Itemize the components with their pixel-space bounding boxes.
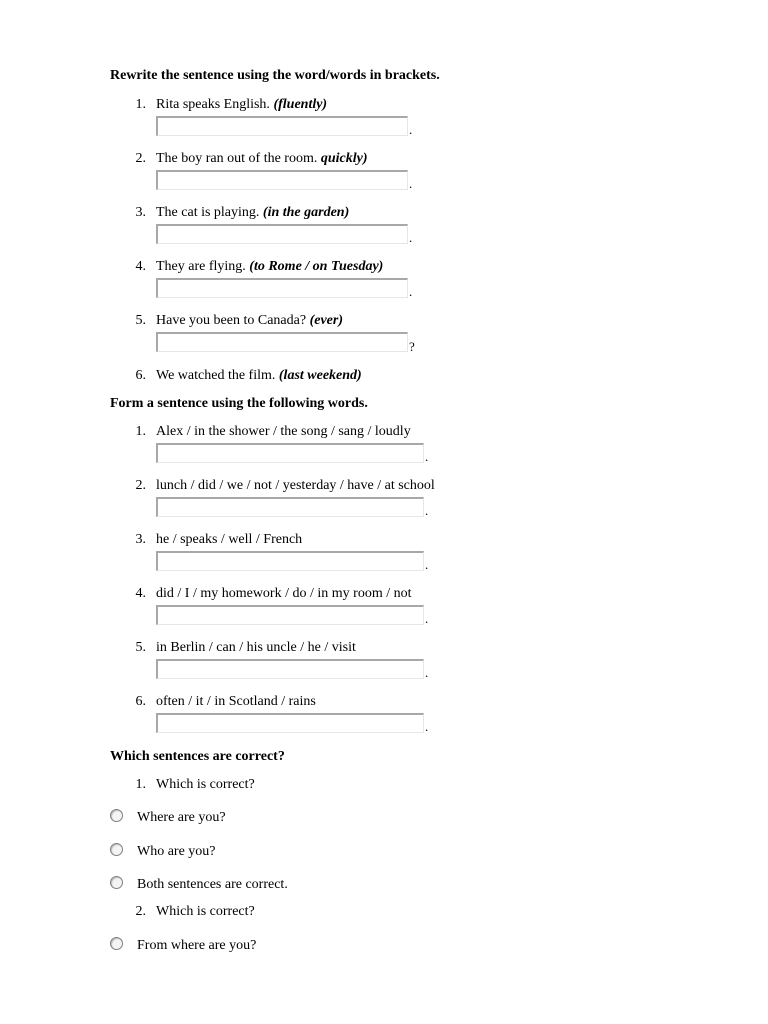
prompt-text: The cat is playing.: [156, 205, 260, 220]
word-order-prompt-2: lunch / did / we / not / yesterday / have / at school: [156, 478, 435, 493]
radio-option-where-are-you[interactable]: [110, 809, 123, 822]
end-punctuation: .: [409, 230, 413, 245]
end-punctuation: .: [425, 611, 429, 626]
form-answer-3[interactable]: [156, 551, 424, 571]
rewrite-prompt-5: [156, 313, 343, 329]
rewrite-answer-2[interactable]: [156, 170, 408, 190]
radio-option-from-where-are-you[interactable]: [110, 937, 123, 950]
question-number: 2.: [135, 904, 146, 919]
item-number: 4.: [135, 586, 146, 601]
radio-label: Who are you?: [137, 844, 216, 859]
question-prompt-2: Which is correct?: [156, 904, 255, 919]
rewrite-answer-5[interactable]: [156, 332, 408, 352]
rewrite-prompt-4: [156, 259, 383, 275]
item-number: 5.: [135, 640, 146, 655]
bracket-hint: (to Rome / on Tuesday): [249, 259, 384, 274]
item-number: 1.: [135, 424, 146, 439]
form-answer-1[interactable]: [156, 443, 424, 463]
end-punctuation: .: [409, 284, 413, 299]
rewrite-prompt-6: [156, 368, 362, 384]
rewrite-prompt-3: [156, 205, 349, 221]
question-number: 1.: [135, 777, 146, 792]
item-number: 6.: [135, 694, 146, 709]
bracket-hint: quickly): [320, 151, 368, 166]
bracket-hint: (ever): [309, 313, 343, 328]
prompt-text: They are flying.: [156, 259, 246, 274]
end-punctuation: ?: [409, 339, 415, 354]
word-order-prompt-6: often / it / in Scotland / rains: [156, 694, 316, 709]
form-answer-5[interactable]: [156, 659, 424, 679]
rewrite-prompt-1: [156, 97, 327, 113]
item-number: 3.: [135, 205, 146, 220]
item-number: 5.: [135, 313, 146, 328]
prompt-text: Have you been to Canada?: [156, 313, 307, 328]
item-number: 2.: [135, 478, 146, 493]
prompt-text: Rita speaks English.: [156, 97, 270, 112]
end-punctuation: .: [425, 503, 429, 518]
word-order-prompt-5: in Berlin / can / his uncle / he / visit: [156, 640, 356, 655]
item-number: 4.: [135, 259, 146, 274]
section-heading-correct-sentences: Which sentences are correct?: [110, 749, 285, 764]
section-heading-form-sentence: Form a sentence using the following words.: [110, 396, 368, 411]
form-answer-6[interactable]: [156, 713, 424, 733]
rewrite-answer-3[interactable]: [156, 224, 408, 244]
radio-option-both-correct[interactable]: [110, 876, 123, 889]
item-number: 2.: [135, 151, 146, 166]
prompt-text: The boy ran out of the room.: [156, 151, 318, 166]
word-order-prompt-3: he / speaks / well / French: [156, 532, 303, 547]
radio-label: Where are you?: [137, 810, 226, 825]
word-order-prompt-4: did / I / my homework / do / in my room / not: [156, 586, 412, 601]
question-prompt-1: Which is correct?: [156, 777, 255, 792]
end-punctuation: .: [409, 122, 413, 137]
rewrite-answer-4[interactable]: [156, 278, 408, 298]
rewrite-answer-1[interactable]: [156, 116, 408, 136]
end-punctuation: .: [425, 557, 429, 572]
prompt-text: We watched the film.: [156, 368, 276, 383]
section-heading-rewrite: Rewrite the sentence using the word/words in brackets.: [110, 68, 440, 83]
item-number: 6.: [135, 368, 146, 383]
word-order-prompt-1: Alex / in the shower / the song / sang / loudly: [156, 424, 411, 439]
radio-label: From where are you?: [137, 938, 257, 953]
bracket-hint: (fluently): [273, 97, 328, 112]
end-punctuation: .: [409, 176, 413, 191]
item-number: 3.: [135, 532, 146, 547]
form-answer-4[interactable]: [156, 605, 424, 625]
radio-label: Both sentences are correct.: [137, 877, 288, 892]
end-punctuation: .: [425, 665, 429, 680]
rewrite-prompt-2: [156, 151, 368, 167]
end-punctuation: .: [425, 719, 429, 734]
radio-option-who-are-you[interactable]: [110, 843, 123, 856]
end-punctuation: .: [425, 449, 429, 464]
bracket-hint: (last weekend): [278, 368, 362, 383]
form-answer-2[interactable]: [156, 497, 424, 517]
item-number: 1.: [135, 97, 146, 112]
bracket-hint: (in the garden): [262, 205, 350, 220]
